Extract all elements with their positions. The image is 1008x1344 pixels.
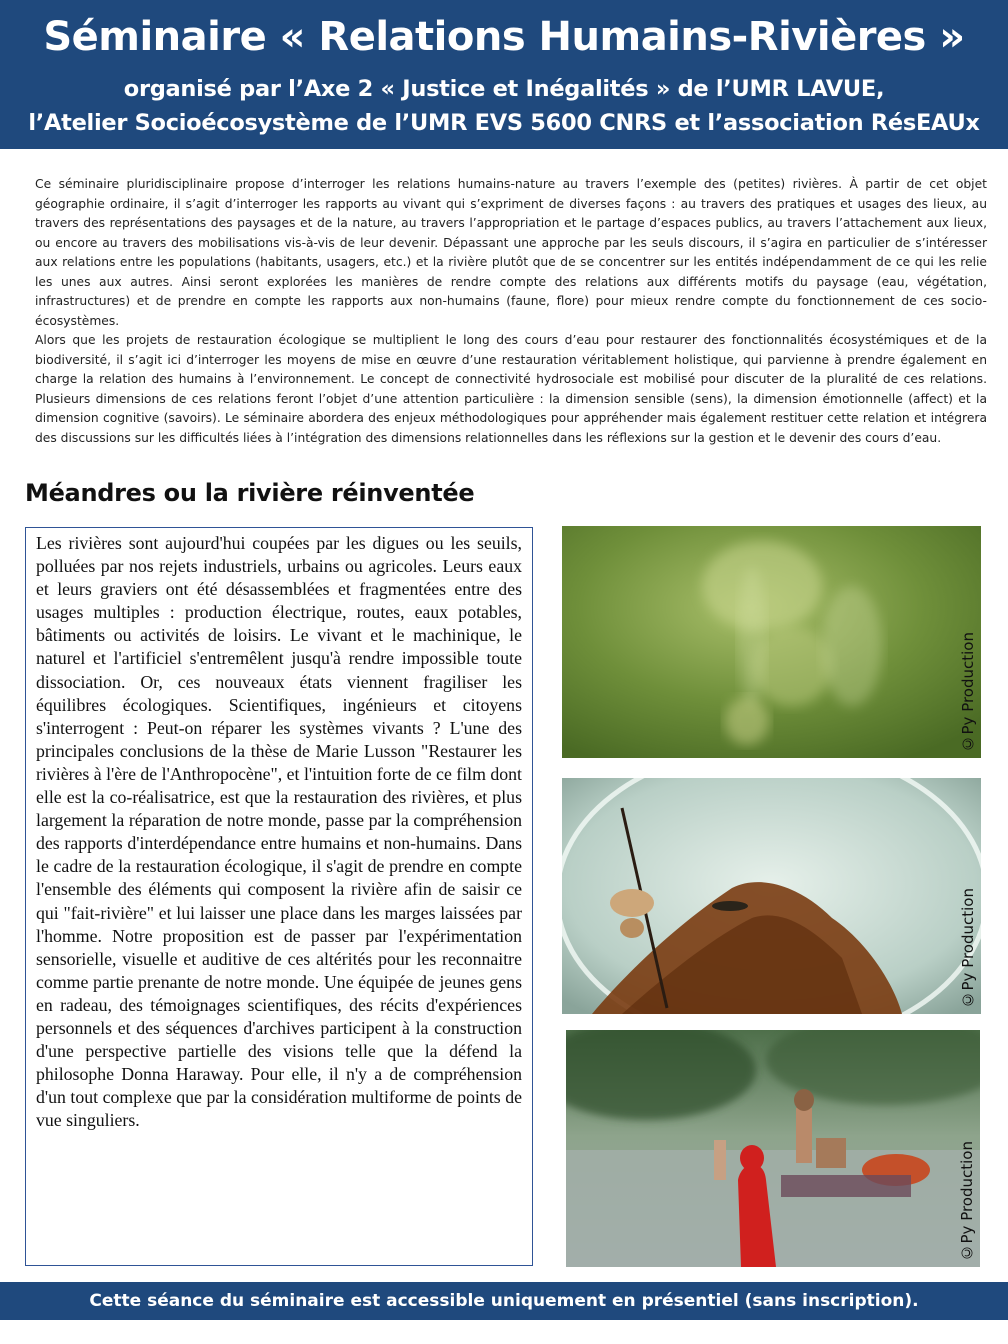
section-title: Méandres ou la rivière réinventée bbox=[25, 479, 475, 507]
petri-dish-photo bbox=[562, 778, 981, 1014]
underwater-photo bbox=[562, 526, 981, 758]
intro-paragraph-1: Ce séminaire pluridisciplinaire propose d’interroger les relations humains-nature au travers l’exemple des (petites) rivières. À partir de cet objet géographie ordinaire, il s’agit d’interroger les rapports au vivant qui s’expriment de diverses façons : au travers des pratiques et usages des lieux, au travers des représentations des paysages et de la nature, au travers l’appropriation et le partage d’espaces publics, au travers l’attachement aux lieux, ou encore au travers des mobilisations vis-à-vis de leur devenir. Dépassant une approche par les seuls discours, il s’agira en particulier de s’intéresser aux relations entre les populations (habitants, usagers, etc.) et la rivière plutôt que de se concentrer sur les entités indépendamment de ce qui les relie les unes aux autres. Ainsi seront explorées les manières de rendre compte des relations aux différents motifs du paysage (eau, végétation, infrastructures) et de prendre en compte les rapports aux non-humains (faune, flore) pour mieux rendre compte du fonctionnement de ces socio-écosystèmes. bbox=[35, 177, 987, 328]
film-description: Les rivières sont aujourd'hui coupées par les digues ou les seuils, polluées par nos rejets industriels, urbains ou agricoles. Leurs eaux et leurs graviers ont été désassemblées et fragmentées entre des usages multiples : production électrique, routes, eaux potables, bâtiments ou activités de loisirs. Le vivant et le machinique, le naturel et l'artificiel s'entremêlent jusqu'à rendre impossible toute dissociation. Or, ces nouveaux états viennent fragiliser les équilibres écologiques. Scientifiques, ingénieurs et citoyens s'interrogent : Peut-on réparer les systèmes vivants ? L'une des principales conclusions de la thèse de Marie Lusson "Restaurer les rivières à l'ère de l'Anthropocène", et l'intuition forte de ce film dont elle est la co-réalisatrice, est que la restauration des rivières, et plus largement la réparation de notre monde, passe par la compréhension des rapports d'interdépendance entre humains et non-humains. Dans le cadre de la restauration écologique, il s'agit de prendre en compte l'ensemble des éléments qui composent la rivière afin de saisir ce qui "fait-rivière" et lui laisser une place dans les marges laissées par l'homme. Notre proposition est de passer par l'expérimentation sensorielle, visuelle et auditive de ces altérités pour les reconnaitre comme partie prenante de notre monde. Une équipée de jeunes gens en radeau, des témoignages scientifiques, des récits d'expériences personnels et des séquences d'archives participent à la construction d'une perspective partielle des visions telle que la défend la philosophe Donna Haraway. Pour elle, il n'y a de compréhension d'un tout complexe que par la considération multiforme de points de vue singuliers. bbox=[36, 533, 522, 1131]
photo-credit-2: ©Py Production bbox=[959, 887, 977, 1008]
film-description-box bbox=[25, 527, 533, 1266]
underwater-image bbox=[562, 526, 981, 758]
page-title: Séminaire « Relations Humains-Rivières » bbox=[43, 14, 965, 60]
subtitle-line-1: organisé par l’Axe 2 « Justice et Inégalités » de l’UMR LAVUE, bbox=[123, 76, 885, 102]
raft-photo bbox=[566, 1030, 980, 1267]
photo-credit-1: ©Py Production bbox=[959, 631, 977, 752]
photo-credit-3: ©Py Production bbox=[958, 1140, 976, 1261]
intro-paragraph-2: Alors que les projets de restauration écologique se multiplient le long des cours d’eau pour restaurer des fonctionnalités écosystémiques et de la biodiversité, il s’agit ici d’interroger les moyens de mise en œuvre d’une restauration véritablement holistique, qui parvienne à prendre également en charge la relation des humains à l’environnement. Le concept de connectivité hydrosociale est mobilisé pour discuter de la pluralité de ces relations. Plusieurs dimensions de ces relations feront l’objet d’une attention particulière : la dimension sensible (sens), la dimension émotionnelle (affect) et la dimension cognitive (savoirs). Le séminaire abordera des enjeux méthodologiques pour appréhender mais également restituer cette relation et intégrera des discussions sur les difficultés liées à l’intégration des dimensions relationnelles dans les réflexions sur la gestion et le devenir des cours d’eau. bbox=[35, 333, 987, 445]
petri-dish-image bbox=[562, 778, 981, 1014]
footer-banner: Cette séance du séminaire est accessible uniquement en présentiel (sans inscription). bbox=[0, 1282, 1008, 1320]
intro-text bbox=[35, 175, 987, 448]
raft-image bbox=[566, 1030, 980, 1267]
subtitle-line-2: l’Atelier Socioécosystème de l’UMR EVS 5600 CNRS et l’association RésEAUx bbox=[28, 110, 980, 136]
header-banner bbox=[0, 0, 1008, 149]
